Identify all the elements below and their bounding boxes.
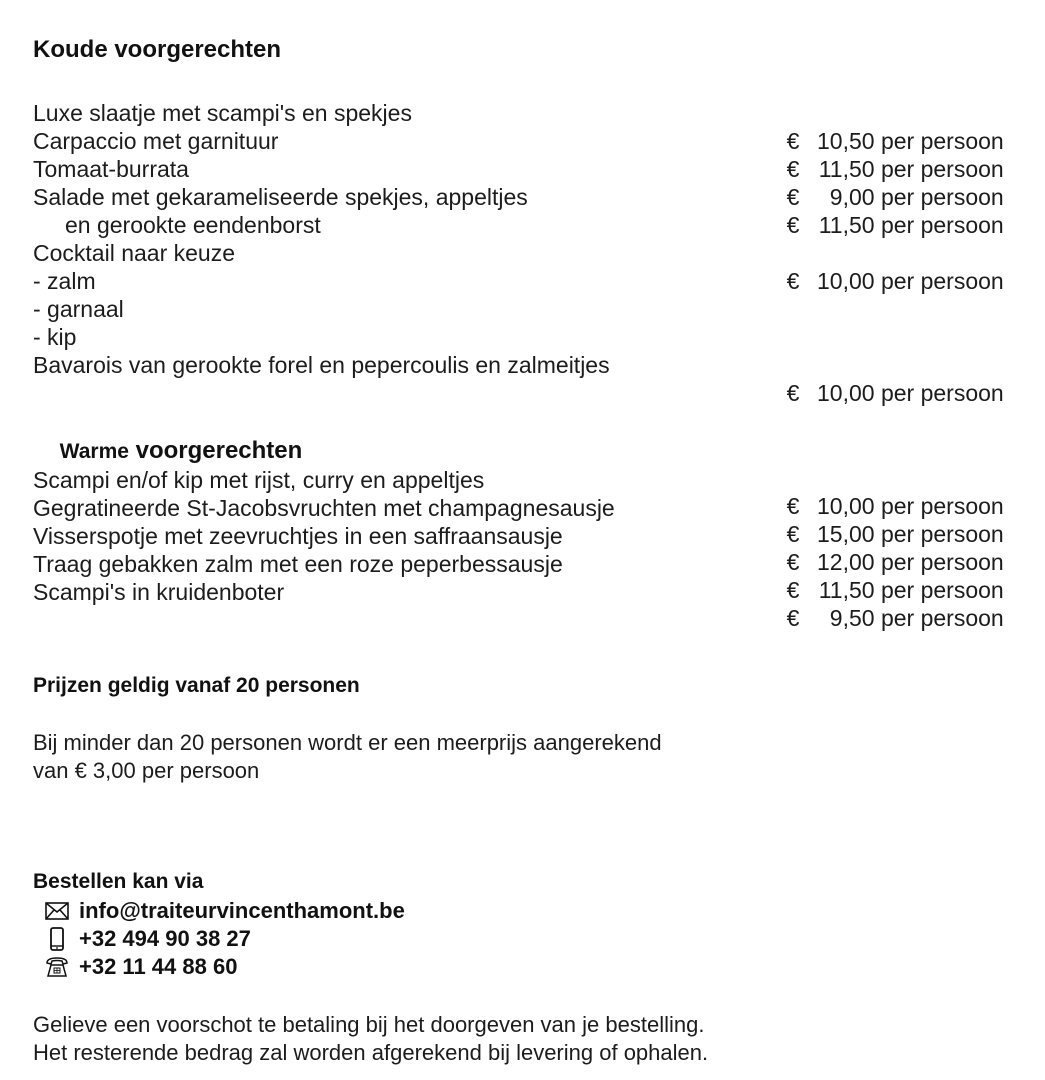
price-amount: 12,00	[817, 549, 875, 575]
price-unit: per persoon	[880, 156, 1004, 182]
price-amount: 9,00	[829, 184, 875, 210]
mobile-phone-icon	[43, 927, 71, 951]
menu-item: Salade met gekarameliseerde spekjes, appeltjes	[33, 184, 528, 210]
price-unit: per persoon	[880, 380, 1004, 406]
menu-item-price	[761, 239, 1004, 323]
price-amount: 11,50	[818, 156, 875, 182]
cocktail-option: - kip	[33, 324, 77, 350]
price-amount: 9,50	[829, 605, 875, 631]
price-unit: per persoon	[880, 212, 1004, 238]
currency-symbol: €	[786, 380, 800, 406]
currency-symbol: €	[786, 549, 800, 575]
cocktail-option: - garnaal	[33, 296, 124, 322]
currency-symbol: €	[786, 493, 800, 519]
envelope-icon	[43, 899, 71, 923]
menu-item-price	[761, 351, 1004, 435]
contact-email[interactable]	[33, 897, 405, 925]
currency-symbol: €	[786, 605, 800, 631]
menu-item-price	[761, 576, 1004, 660]
currency-symbol: €	[786, 268, 800, 294]
price-unit: per persoon	[880, 521, 1004, 547]
price-amount: 10,00	[817, 493, 875, 519]
ordering-heading: Bestellen kan via	[33, 870, 204, 893]
price-unit: per persoon	[880, 549, 1004, 575]
contact-mobile-value[interactable]: +32 494 90 38 27	[79, 926, 251, 951]
currency-symbol: €	[786, 184, 800, 210]
menu-item-continuation: en gerookte eendenborst	[65, 212, 321, 238]
cocktail-option: - zalm	[33, 268, 96, 294]
telephone-icon	[43, 955, 71, 979]
contact-email-value[interactable]: info@traiteurvincenthamont.be	[79, 898, 405, 923]
menu-item: Visserspotje met zeevruchtjes in een saffraansausje	[33, 523, 563, 549]
menu-item: Traag gebakken zalm met een roze peperbessausje	[33, 551, 563, 577]
warm-starters-heading-suffix: voorgerechten	[135, 437, 303, 464]
menu-item: Scampi's in kruidenboter	[33, 579, 285, 605]
price-amount: 10,00	[817, 268, 875, 294]
price-amount: 11,50	[818, 577, 875, 603]
payment-note-line: Gelieve een voorschot te betaling bij het doorgeven van je bestelling.	[33, 1012, 705, 1037]
warm-starters-heading-prefix: Warme	[59, 440, 129, 463]
currency-symbol: €	[786, 212, 800, 238]
price-unit: per persoon	[880, 184, 1004, 210]
cold-starters-heading: Koude voorgerechten	[33, 36, 282, 63]
currency-symbol: €	[786, 156, 800, 182]
price-amount: 15,00	[817, 521, 875, 547]
menu-item: Luxe slaatje met scampi's en spekjes	[33, 100, 412, 126]
menu-item: Carpaccio met garnituur	[33, 128, 279, 154]
menu-item: Cocktail naar keuze	[33, 240, 235, 266]
price-unit: per persoon	[880, 268, 1004, 294]
price-amount: 10,50	[817, 128, 875, 154]
price-unit: per persoon	[880, 493, 1004, 519]
menu-item: Bavarois van gerookte forel en pepercoulis en zalmeitjes	[33, 352, 610, 378]
menu-item: Tomaat-burrata	[33, 156, 189, 182]
price-amount: 10,00	[817, 380, 875, 406]
pricing-note-line: van € 3,00 per persoon	[33, 758, 260, 783]
price-amount: 11,50	[818, 212, 875, 238]
price-unit: per persoon	[880, 605, 1004, 631]
price-unit: per persoon	[880, 577, 1004, 603]
currency-symbol: €	[786, 128, 800, 154]
currency-symbol: €	[786, 577, 800, 603]
contact-telephone[interactable]	[33, 953, 237, 981]
contact-telephone-value[interactable]: +32 11 44 88 60	[79, 954, 238, 979]
pricing-note-line: Bij minder dan 20 personen wordt er een meerprijs aangerekend	[33, 730, 662, 755]
currency-symbol: €	[786, 521, 800, 547]
pricing-note-heading: Prijzen geldig vanaf 20 personen	[33, 674, 360, 697]
payment-note-line: Het resterende bedrag zal worden afgerekend bij levering of ophalen.	[33, 1040, 709, 1065]
price-unit: per persoon	[880, 128, 1004, 154]
menu-item: Scampi en/of kip met rijst, curry en appeltjes	[33, 467, 485, 493]
contact-mobile[interactable]	[33, 925, 251, 953]
menu-item: Gegratineerde St-Jacobsvruchten met champagnesausje	[33, 495, 615, 521]
